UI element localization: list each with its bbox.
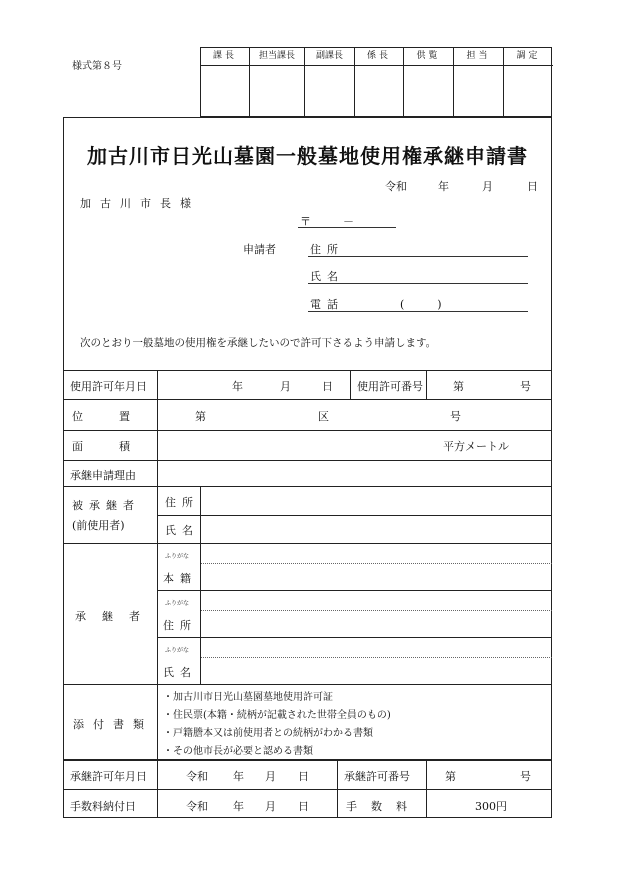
applicant-address-label: 住所 [310, 243, 344, 256]
predecessor-address-label: 住所 [165, 496, 199, 509]
fee-label: 手数料 [346, 800, 421, 813]
attachment-item: ・住民票(本籍・続柄が記載された世帯全員のもの) [163, 710, 391, 721]
predecessor-sublabel: (前使用者) [72, 519, 125, 532]
date-era: 令和 [385, 180, 407, 193]
applicant-address-field[interactable] [308, 256, 528, 257]
succession-date-label: 承継許可年月日 [70, 770, 147, 783]
stamp-header: 供覧 [404, 48, 453, 66]
permit-dai: 第 [453, 380, 464, 393]
date-day: 日 [527, 180, 538, 193]
successor-domicile-label: 本籍 [163, 572, 197, 585]
succession-era: 令和 [186, 770, 208, 783]
furigana-label: ふりがな [165, 647, 190, 654]
page-title: 加古川市日光山墓園一般墓地使用権承継申請書 [87, 144, 528, 168]
permit-month: 月 [280, 380, 291, 393]
stamp-cell[interactable] [403, 48, 453, 118]
location-ku: 区 [318, 410, 329, 423]
furigana-label: ふりがな [165, 553, 190, 560]
phone-parens: ( ) [400, 298, 442, 311]
attachments-label: 添付書類 [73, 718, 153, 731]
location-label: 位置 [72, 410, 166, 423]
fee-month: 月 [265, 800, 276, 813]
stamp-cell[interactable] [249, 48, 304, 118]
succession-dai: 第 [445, 770, 456, 783]
succession-number-label: 承継許可番号 [344, 770, 410, 783]
permit-day: 日 [322, 380, 333, 393]
fee-date-label: 手数料納付日 [70, 800, 136, 813]
area-label: 面積 [72, 440, 166, 453]
postal-mark: 〒 [300, 215, 311, 228]
applicant-name-label: 氏名 [310, 270, 344, 283]
intro-text: 次のとおり一般墓地の使用権を承継したいので許可下さるよう申請します。 [80, 337, 437, 349]
succession-go: 号 [520, 770, 531, 783]
addressee: 加古川市長様 [80, 197, 200, 210]
succession-year: 年 [233, 770, 244, 783]
stamp-cell[interactable] [304, 48, 354, 118]
applicant-phone-field[interactable] [308, 311, 528, 312]
location-dai: 第 [195, 410, 206, 423]
date-year: 年 [438, 180, 449, 193]
stamp-cell[interactable] [201, 48, 249, 118]
postal-dash: － [343, 215, 354, 228]
succession-day: 日 [298, 770, 309, 783]
fee-year: 年 [233, 800, 244, 813]
predecessor-label: 被承継者 [72, 499, 140, 512]
area-unit: 平方メートル [443, 440, 509, 453]
permit-number-label: 使用許可番号 [357, 380, 423, 393]
form-number: 様式第８号 [72, 61, 122, 72]
stamp-header: 副課長 [305, 48, 354, 66]
fee-day: 日 [298, 800, 309, 813]
stamp-cell[interactable] [354, 48, 403, 118]
stamp-header: 調定 [504, 48, 553, 66]
location-go: 号 [450, 410, 461, 423]
stamp-header: 係長 [355, 48, 403, 66]
stamp-cell[interactable] [453, 48, 503, 118]
attachment-item: ・加古川市日光山墓園墓地使用許可証 [163, 692, 333, 703]
permit-year: 年 [232, 380, 243, 393]
date-month: 月 [482, 180, 493, 193]
applicant-name-field[interactable] [308, 283, 528, 284]
applicant-phone-label: 電話 [310, 298, 344, 311]
approval-stamp-box [200, 47, 552, 117]
succession-month: 月 [265, 770, 276, 783]
attachment-item: ・その他市長が必要と認める書類 [163, 746, 313, 757]
successor-address-label: 住所 [163, 619, 197, 632]
permit-go: 号 [520, 380, 531, 393]
fee-amount: 300円 [475, 800, 507, 813]
postal-code-field[interactable] [298, 227, 396, 228]
stamp-header: 担当課長 [250, 48, 304, 66]
furigana-label: ふりがな [165, 600, 190, 607]
stamp-cell[interactable] [503, 48, 553, 118]
reason-label: 承継申請理由 [70, 469, 136, 482]
stamp-header: 課長 [201, 48, 249, 66]
permit-date-label: 使用許可年月日 [70, 380, 147, 393]
successor-label: 承継者 [75, 610, 156, 623]
applicant-label: 申請者 [243, 243, 276, 256]
successor-name-label: 氏名 [163, 666, 197, 679]
fee-era: 令和 [186, 800, 208, 813]
stamp-header: 担当 [454, 48, 503, 66]
attachment-item: ・戸籍謄本又は前使用者との続柄がわかる書類 [163, 728, 373, 739]
predecessor-name-label: 氏名 [165, 524, 199, 537]
